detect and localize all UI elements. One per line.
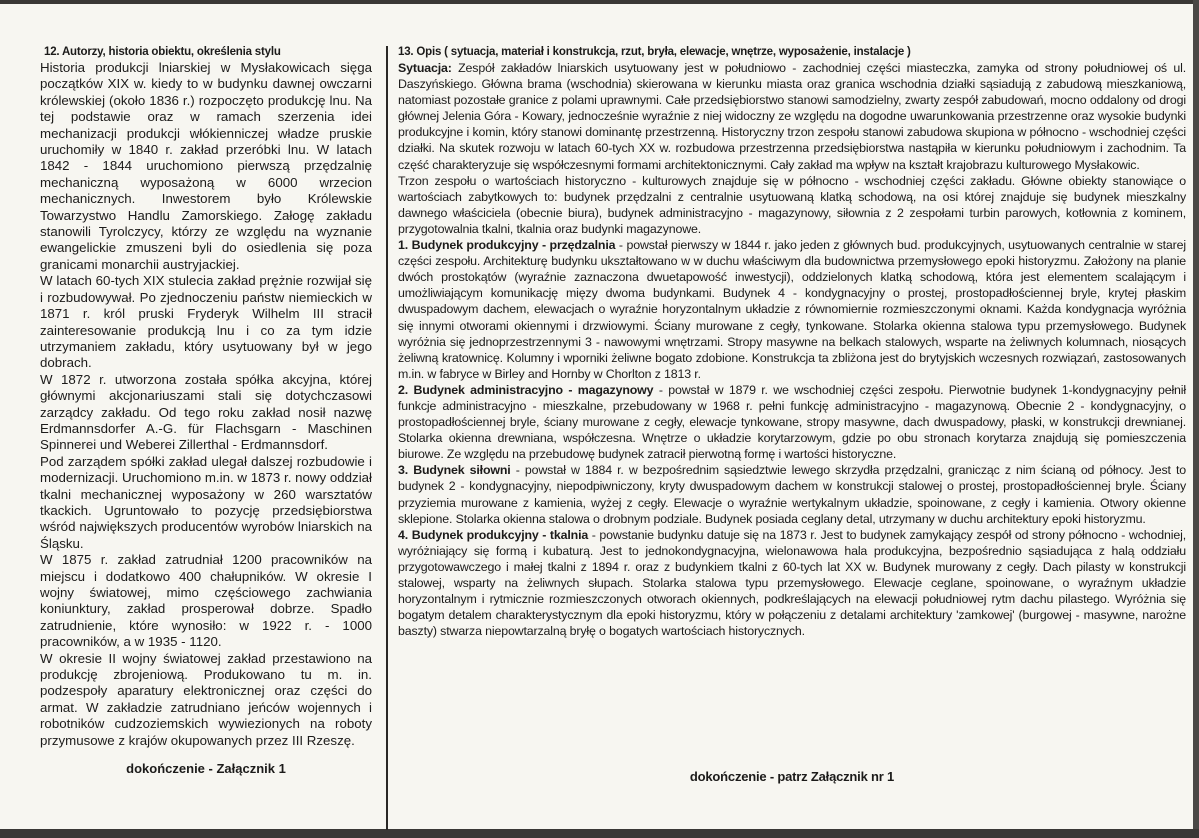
paragraph: Pod zarządem spółki zakład ulegał dalszej rozbudowie i modernizacji. Uruchomiono m.in. w 1873 r. nowy oddział tkalni mechanicznej wyposażony w 260 warsztatów tkackich. Ugruntowało to pozycję przedsiębiorstwa wśród największych producentów wyrobów lniarskich na Śląsku. bbox=[40, 453, 372, 551]
paragraph: W okresie II wojny światowej zakład przestawiono na produkcję zbrojeniową. Produkowano tu m. in. podzespoły aparatury elektronicznej oraz części do armat. W zakładzie zatrudniano jeńców wojennych i robotników cudzoziemskich wywiezionych na roboty przymusowe z krajów okupowanych przez III Rzeszę. bbox=[40, 650, 372, 748]
column-divider bbox=[386, 46, 388, 830]
paragraph: W 1872 r. utworzona została spółka akcyjna, której głównymi akcjonariuszami stali się dotychczasowi zarządcy zakładu. Od tego roku zakład nosił nazwę Erdmannsdorfer A.-G. für Flachsgarn - Maschinen Spinnerei und Weberei Zillerthal - Erdmannsdorf. bbox=[40, 371, 372, 453]
scan-edge-right bbox=[1193, 0, 1199, 838]
scan-edge-bottom bbox=[0, 829, 1199, 838]
section-history bbox=[40, 46, 372, 749]
situation-label: Sytuacja: bbox=[398, 61, 452, 75]
paragraph: W 1875 r. zakład zatrudniał 1200 pracowników na miejscu i dodatkowo 400 chałupników. W okresie I wojny światowej, mimo częściowego zachwiania koniunktury, zakład prosperował dobrze. Spadło zatrudnienie, które wynosiło: w 1922 r. - 1000 pracowników, a w 1935 - 1120. bbox=[40, 552, 372, 650]
continuation-note: dokończenie - Załącznik 1 bbox=[126, 761, 286, 776]
section-description bbox=[398, 46, 1186, 639]
building-title: 4. Budynek produkcyjny - tkalnia bbox=[398, 527, 589, 542]
paragraph: W latach 60-tych XIX stulecia zakład prężnie rozwijał się i rozbudowywał. Po zjednoczeniu państw niemieckich w 1871 r. król pruski Fryderyk Wilhelm III stracił zainteresowanie produkcją lnu i co za tym idzie utrzymaniem zakładu, który usytuowany był w jego dobrach. bbox=[40, 273, 372, 371]
building-title: 2. Budynek administracyjno - magazynowy bbox=[398, 382, 654, 397]
building-paragraph bbox=[398, 382, 1186, 462]
section-heading: 12. Autorzy, historia obiektu, określenia stylu bbox=[44, 46, 281, 58]
situation-text: Zespół zakładów lniarskich usytuowany jest w południowo - zachodniej części miasteczka, zamyka od strony południowej oś ul. Daszyńskiego. Główna brama (wschodnia) skierowana w kierunku miasta oraz granica wschodnia działki sąsiadują z zabudową mieszkaniową, natomiast pozostałe granice z polami uprawnymi. Całe przedsiębiorstwo stanowi samodzielny, zwarty zespół zabudowań, mocno oddalony od drogi głównej Jelenia Góra - Kowary, jednocześnie wyraźnie z niej widoczny ze względu na dogodne uwarunkowania przestrzenne oraz wysokie budynki produkcyjne i komin, który stanowi dominantę przestrzenną. Historyczny trzon zespołu stanowi zabudowa skupiona w północno - wschodniej części działki. Na skutek rozwoju w latach 60-tych XX w. rozbudowa przestrzenna przedsiębiorstwa nastąpiła w kierunku południowym i zachodnim. Ta część charakteryzuje się współczesnymi formami architektonicznymi. Cały zakład ma wpływ na kształt krajobrazu kulturowego Mysłakowic. bbox=[398, 61, 1186, 172]
scan-edge-top bbox=[0, 0, 1199, 4]
paragraph: Historia produkcji lniarskiej w Mysłakowicach sięga początków XIX w. kiedy to w budynku dawnej owczarni królewskiej (około 1836 r.) rozpoczęto produkcję lnu. Na tej podstawie oraz w ramach szerzenia idei mechanizacji produkcji włókienniczej władze pruskie uruchomiły w 1840 r. zakład przeróbki lnu. W latach 1842 - 1844 uruchomiono pierwszą przędzalnię mechaniczną wyposażoną w 6000 wrzecion mechanicznych. Inwestorem było Królewskie Towarzystwo Handlu Zamorskiego. Załogę zakładu stanowili Tyrolczycy, którzy ze względu na wyznanie ewangelickie zmuszeni byli do osiedlenia się poza granicami monarchii austryjackiej. bbox=[40, 60, 372, 272]
situation-paragraph bbox=[398, 60, 1186, 173]
section-heading: 13. Opis ( sytuacja, materiał i konstrukcja, rzut, bryła, elewacje, wnętrze, wyposażenie, instalacje ) bbox=[398, 46, 911, 58]
building-paragraph bbox=[398, 462, 1186, 526]
building-text: - powstał w 1879 r. we wschodniej części zespołu. Pierwotnie budynek 1-kondygnacyjny pełnił funkcje administracyjno - mieszkalne, przebudowany w 1968 r. pełni funkcję administracyjno - magazynową. Obecnie 2 - kondygnacyjny, o prostopadłościennej bryle, ściany murowane z cegły, elewacje tynkowane, stropy masywne, dach dwuspadowy, płaski, w konstrukcji drewnianej. Stolarka okienna drewniana, współczesna. Wnętrze o układzie korytarzowym, gdzie po obu stronach korytarza znajdują się pomieszczenia biurowe. Ze względu na przebudowę budynek zatracił pierwotną formę i wartości historyczne. bbox=[398, 382, 1186, 462]
building-paragraph bbox=[398, 237, 1186, 382]
building-text: - powstał w 1884 r. w bezpośrednim sąsiedztwie lewego skrzydła przędzalni, granicząc z nim ścianą od północy. Jest to budynek 2 - kondygnacyjny, niepodpiwniczony, kryty dwuspadowym dachem w konstrukcji stalowej o prostej, prostopadłościennej bryle. Ściany przyziemia murowane z kamienia, wyżej z cegły. Elewacje o wyraźnie wertykalnym układzie, spoinowane, z cegły i kamienia. Otwory okienne sklepione. Stolarka okienna stalowa o drobnym podziale. Budynek posiada ceglany detal, utrzymany w duchu architektury epoki historyzmu. bbox=[398, 463, 1186, 526]
continuation-note: dokończenie - patrz Załącznik nr 1 bbox=[689, 769, 895, 784]
core-paragraph: Trzon zespołu o wartościach historyczno - kulturowych znajduje się w północno - wschodniej części zakładu. Główne obiekty stanowiące o wartościach zabytkowych to: budynek przędzalni z centralnie usytuowaną klatką schodową, na osi której znajduje się budynek mieszkalny dawnego właściciela (obecnie biura), budynek administracyjno - magazynowy, siłownia z 2 zespołami turbin parowych, kotłownia z kominem, przygotowalnia tkalni, tkalnia oraz budynki magazynowe. bbox=[398, 173, 1186, 236]
building-title: 3. Budynek siłowni bbox=[398, 463, 511, 478]
building-text: - powstał pierwszy w 1844 r. jako jeden z głównych bud. produkcyjnych, usytuowanych centralnie w starej części zespołu. Architekturę budynku ukształtowano w w duchu właściwym dla budownictwa przemysłowego epoki historyzmu. Założony na planie dwóch prostokątów (wyraźnie zaznaczona dwuetapowość inwestycji), oddzielonych klatką schodową, która jest elementem scalającym i umożliwiającym komunikację mięzy dwoma budynkami. Budynek 4 - kondygnacyjny o prostej, prostopadłościennej bryle, krytej płaskim dwuspadowym dachem, elewacjach o wyraźnie horyzontalnym układzie z równomiernie rozmieszczonymi oknami. Każda kondygnacja wyróżnia się innymi otworami okiennymi i drzwiowymi. Ściany murowane z cegły, tynkowane. Stolarka okienna stalowa typu przemysłowego. Budynek wyróżnia się jednoprzestrzennymi 3 - nawowymi wnętrzami. Stropy masywne na belkach stalowych, wsparte na żeliwnych kolumnach, niosących żeliwną kratownicę. Kolumny i wporniki żeliwne bogato zdobione. Konstrukcja ta zbliżona jest do brytyjskich wczesnych rozwiązań, zastosowanych m.in. w fabryce w Birley and Hornby w Chorlton z 1813 r. bbox=[398, 238, 1186, 381]
building-paragraph bbox=[398, 527, 1186, 640]
building-title: 1. Budynek produkcyjny - przędzalnia bbox=[398, 238, 616, 253]
building-text: - powstanie budynku datuje się na 1873 r. Jest to budynek zamykający zespół od strony północno - wchodniej, wyróżniający się formą i kubaturą. Jest to jednokondygnacyjna, wielonawowa hala produkcyjna, bezpośrednio sąsiadująca z halą oddziału przygotowawczego i małej tkalni z 1894 r. oraz z budynkiem tkalni z 60-tych lat XX w. Budynek murowany z cegły. Dach pilasty w konstrukcji stalowej, wsparty na żeliwnych słupach. Stolarka stalowa typu przemysłowego. Elewacje ceglane, spoinowane, o wyraźnym układzie horyzontalnym i rytmicznie rozmieszczonych otworach okiennych, podkreślających na elewacji południowej rytm dachu pilastego. Wyróżnia się bogatym detalem charakterystycznym dla epoki historyzmu, który w połączeniu z detalami architektury 'zamkowej' (burgowej - masywne, narożne baszty) stwarza niepowtarzalną bryłę o bogatych wartościach historycznych. bbox=[398, 527, 1186, 639]
